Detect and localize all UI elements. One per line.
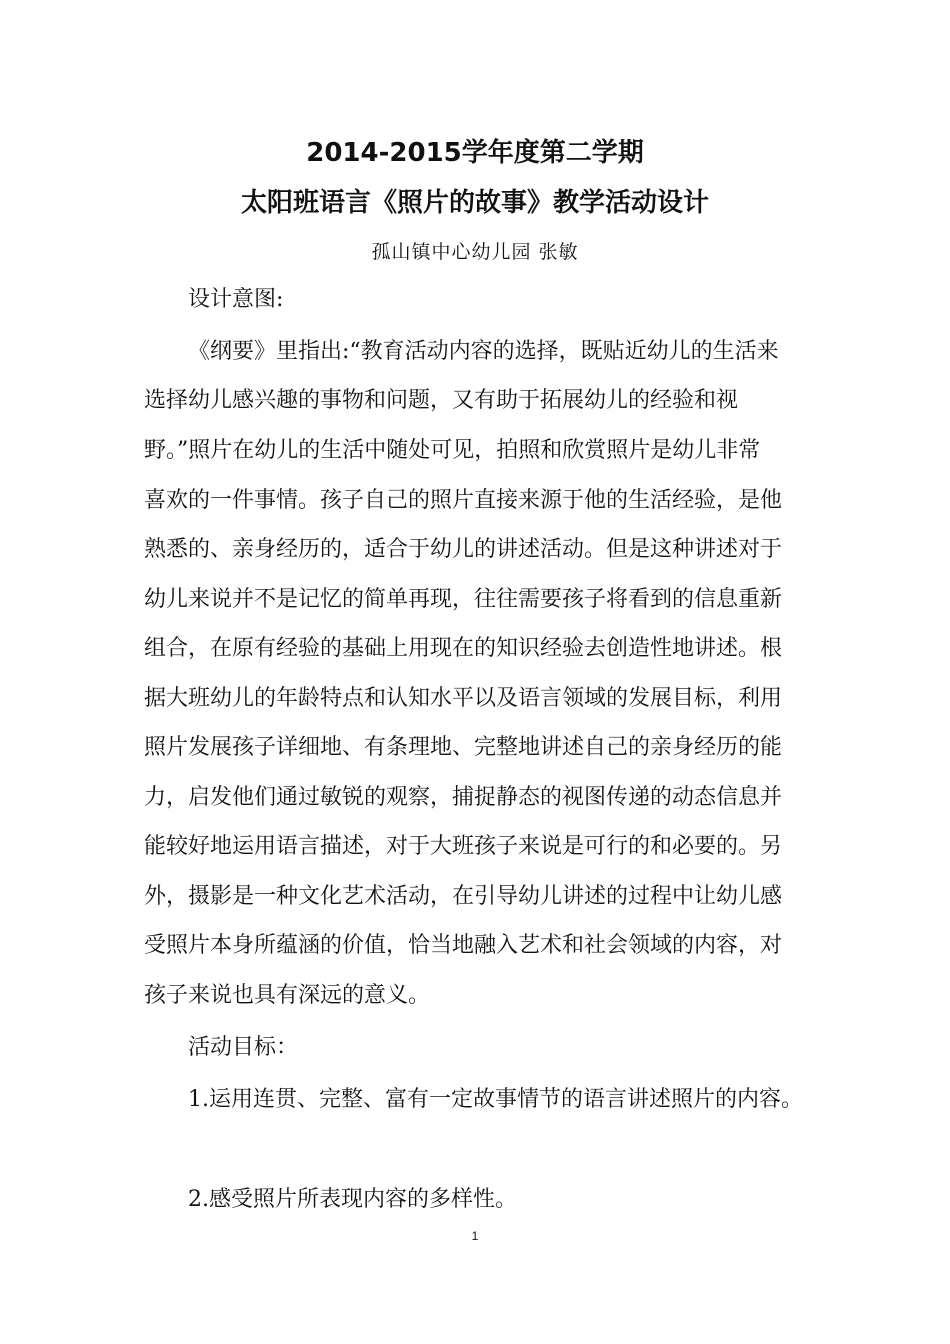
paragraph-line: 照片发展孩子详细地、有条理地、完整地讲述自己的亲身经历的能	[144, 735, 783, 760]
goals-heading: 活动目标：	[188, 1035, 299, 1060]
paragraph-line: 《纲要》里指出:“教育活动内容的选择，既贴近幼儿的生活来	[188, 339, 779, 364]
paragraph-line: 组合，在原有经验的基础上用现在的知识经验去创造性地讲述。根	[144, 636, 783, 661]
paragraph-line: 能较好地运用语言描述，对于大班孩子来说是可行的和必要的。另	[144, 834, 783, 859]
paragraph-line: 外，摄影是一种文化艺术活动，在引导幼儿讲述的过程中让幼儿感	[144, 884, 783, 909]
document-title-line-1: 2014-2015学年度第二学期	[306, 138, 644, 168]
paragraph-line: 孩子来说也具有深远的意义。	[144, 983, 431, 1008]
goal-item-1: 1.运用连贯、完整、富有一定故事情节的语言讲述照片的内容。	[188, 1087, 803, 1112]
paragraph-line: 野。”照片在幼儿的生活中随处可见，拍照和欣赏照片是幼儿非常	[144, 438, 761, 463]
goal-item-2: 2.感受照片所表现内容的多样性。	[188, 1187, 517, 1212]
page-number: 1	[471, 1229, 479, 1243]
design-intent-heading: 设计意图:	[188, 287, 284, 312]
paragraph-line: 力，启发他们通过敏锐的观察，捕捉静态的视图传递的动态信息并	[144, 785, 783, 810]
document-title-line-2: 太阳班语言《照片的故事》教学活动设计	[240, 188, 709, 218]
paragraph-line: 据大班幼儿的年龄特点和认知水平以及语言领域的发展目标，利用	[144, 686, 783, 711]
author-line: 孤山镇中心幼儿园 张敏	[371, 241, 579, 263]
paragraph-line: 幼儿来说并不是记忆的简单再现，往往需要孩子将看到的信息重新	[144, 587, 783, 612]
paragraph-line: 熟悉的、亲身经历的，适合于幼儿的讲述活动。但是这种讲述对于	[144, 537, 783, 562]
paragraph-line: 受照片本身所蕴涵的价值，恰当地融入艺术和社会领域的内容，对	[144, 933, 783, 958]
paragraph-line: 喜欢的一件事情。孩子自己的照片直接来源于他的生活经验，是他	[144, 488, 783, 513]
paragraph-line: 选择幼儿感兴趣的事物和问题，又有助于拓展幼儿的经验和视	[144, 388, 739, 413]
